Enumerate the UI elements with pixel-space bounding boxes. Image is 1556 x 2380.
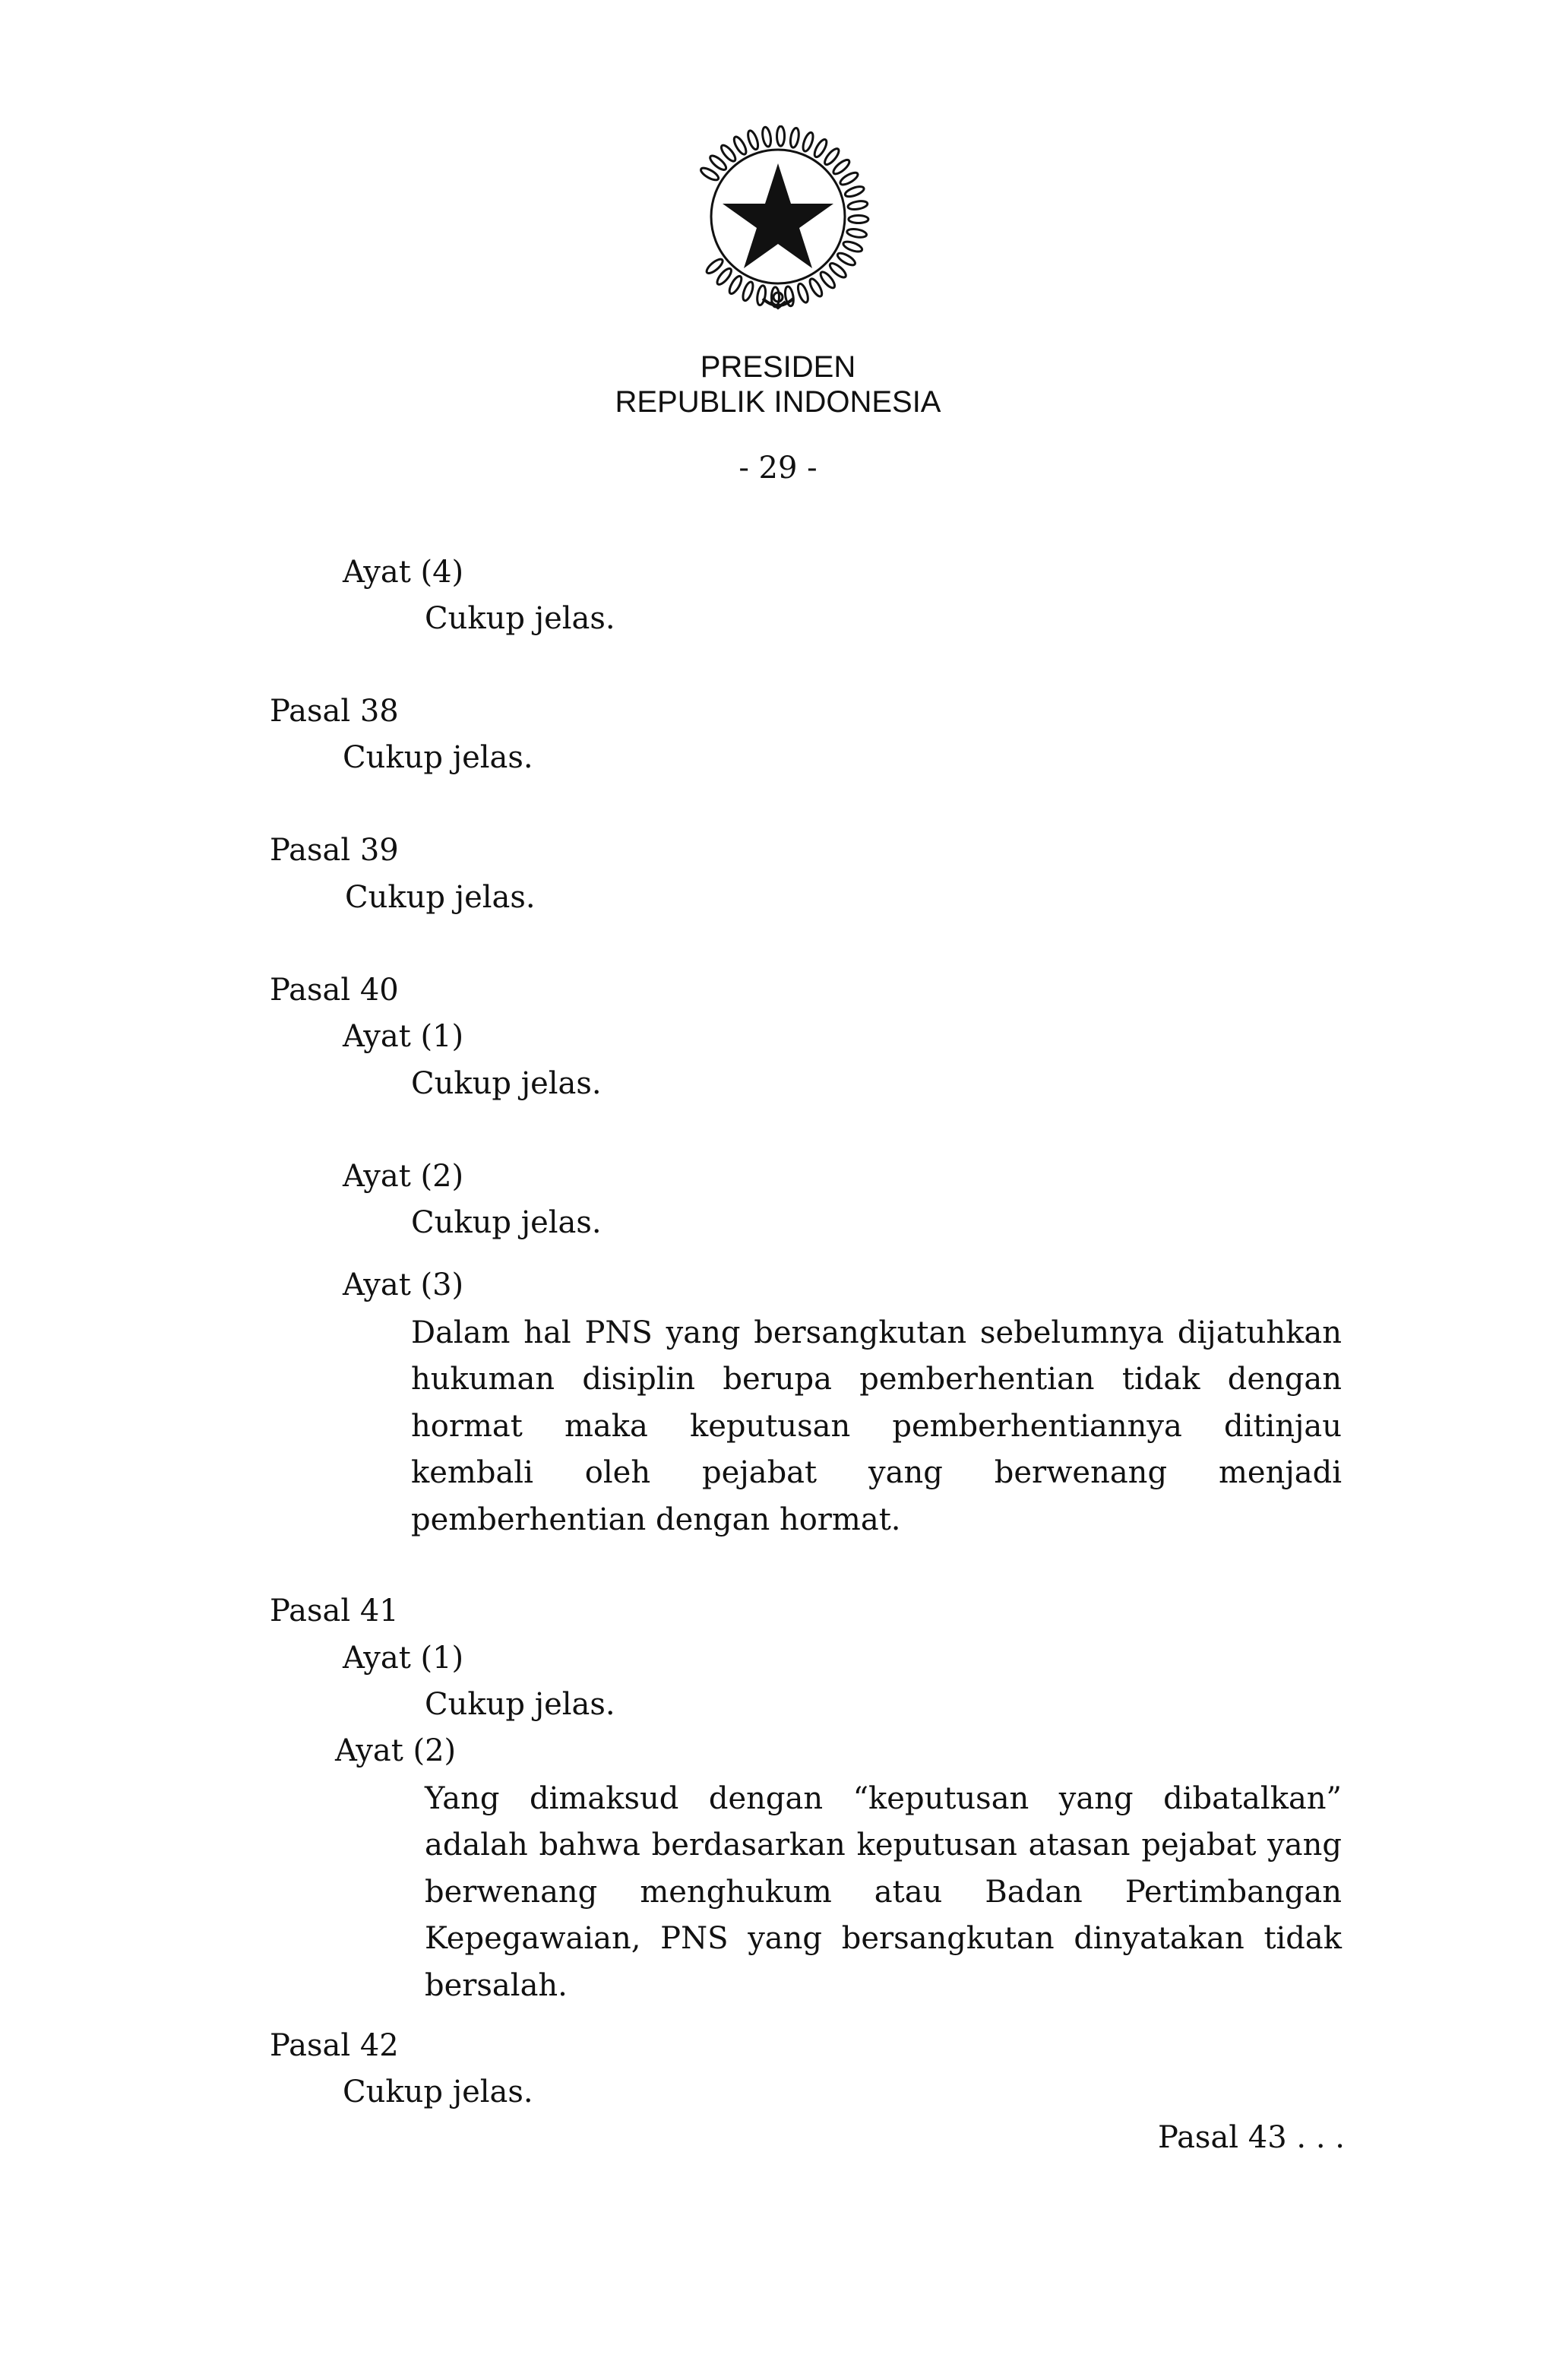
pasal-40-ayat-2-text: Cukup jelas.: [411, 1205, 602, 1240]
pasal-41-ayat-1-label: Ayat (1): [343, 1641, 464, 1676]
pasal-39-text: Cukup jelas.: [345, 880, 536, 915]
pasal-40-ayat-2-label: Ayat (2): [343, 1159, 464, 1194]
pasal-41-ayat-2-label: Ayat (2): [335, 1733, 457, 1768]
pasal-41-ayat-2-text: Yang dimaksud dengan “keputusan yang dibatalkan” adalah bahwa berdasarkan keputusan atasan pejabat yang berwenang menghukum atau Badan Pertimbangan Kepegawaian, PNS yang bersangkutan dinyatakan tidak bersalah.: [425, 1781, 1342, 2003]
page-number: - 29 -: [738, 451, 818, 486]
garuda-star-seal-icon: [681, 125, 875, 320]
header-president: PRESIDEN: [700, 350, 856, 384]
pasal-39-label: Pasal 39: [270, 833, 399, 868]
pasal-40-ayat-1-label: Ayat (1): [343, 1019, 464, 1054]
pasal-40-ayat-3-label: Ayat (3): [343, 1268, 464, 1302]
pasal-40-label: Pasal 40: [270, 973, 399, 1008]
pasal-38-label: Pasal 38: [270, 694, 399, 729]
ayat-4-label: Ayat (4): [343, 555, 464, 590]
next-page-catchword: Pasal 43 . . .: [1157, 2120, 1345, 2155]
pasal-38-text: Cukup jelas.: [343, 740, 533, 775]
pasal-41-ayat-1-text: Cukup jelas.: [425, 1687, 615, 1722]
header-republic: REPUBLIK INDONESIA: [615, 385, 941, 419]
pasal-42-label: Pasal 42: [270, 2028, 399, 2063]
pasal-40-ayat-1-text: Cukup jelas.: [411, 1066, 602, 1101]
pasal-41-label: Pasal 41: [270, 1594, 399, 1628]
pasal-40-ayat-3-text: Dalam hal PNS yang bersangkutan sebelumnya dijatuhkan hukuman disiplin berupa pemberhentian tidak dengan hormat maka keputusan pemberhentiannya ditinjau kembali oleh pejabat yang berwenang menjadi pemberhentian dengan hormat.: [411, 1315, 1342, 1537]
ayat-4-text: Cukup jelas.: [425, 601, 615, 636]
pasal-42-text: Cukup jelas.: [343, 2075, 533, 2109]
